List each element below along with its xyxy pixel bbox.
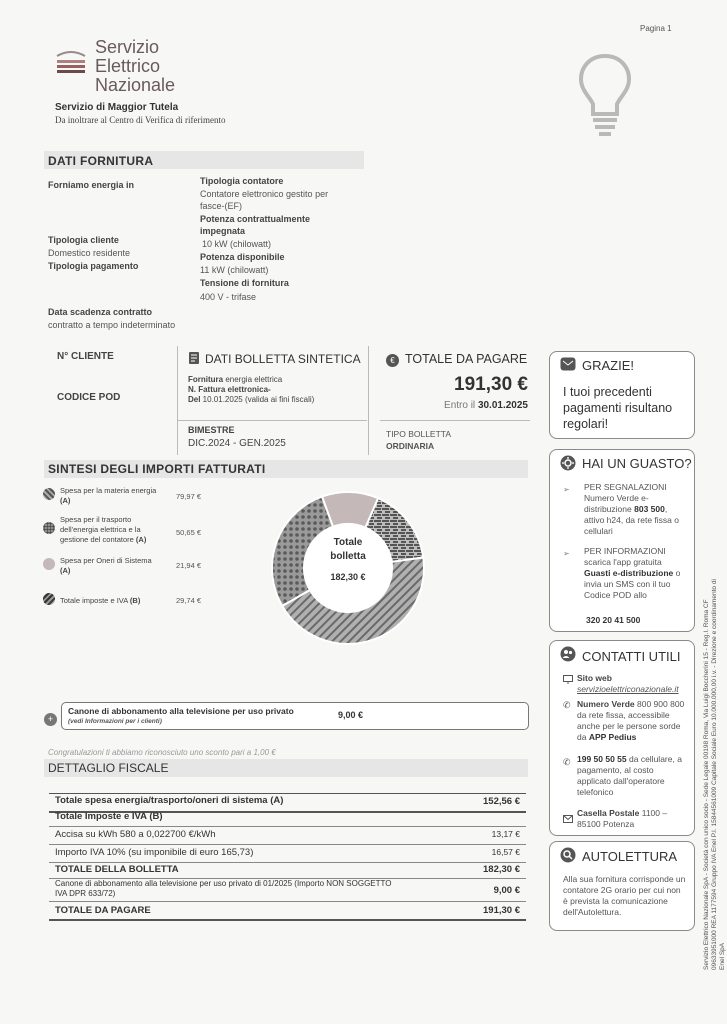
- bimestre-value: DIC.2024 - GEN.2025: [188, 438, 286, 449]
- potenza-imp-label: Potenza contrattualmente impegnata: [200, 214, 311, 236]
- euro-icon: €: [386, 352, 399, 370]
- contatti-casella: Casella Postale 1100 – 85100 Potenza: [577, 808, 668, 829]
- contatti-cell: 199 50 50 55 da cellulare, a pagamento, al costo applicato dall'operatore telefonico: [577, 754, 682, 797]
- fiscale-row: Totale Imposte e IVA (B): [49, 811, 526, 827]
- tipologia-cliente-value: Domestico residente: [48, 248, 131, 258]
- legend-label-trasporto: Spesa per il trasporto dell'energia elettrica e la gestione del contatore (A): [60, 515, 147, 544]
- guasto-segnalazioni: PER SEGNALAZIONI Numero Verde e-distribuzione 803 500, attivo h24, da rete fissa o cellulari: [584, 482, 679, 536]
- donut-label-2: bolletta: [330, 551, 366, 562]
- potenza-disp-label: Potenza disponibile: [200, 252, 285, 262]
- sintesi-title: SINTESI DEGLI IMPORTI FATTURATI: [48, 462, 266, 476]
- legend-swatch-trasporto: [43, 522, 55, 534]
- legend-swatch-imposte: [43, 593, 55, 605]
- sintetica-title: DATI BOLLETTA SINTETICA: [205, 352, 361, 366]
- web-link[interactable]: servizioelettriconazionale.it: [577, 684, 679, 694]
- guasto-informazioni: PER INFORMAZIONI scarica l'app gratuita Guasti e-distribuzione o invia un SMS con il tuo Codice POD allo: [584, 546, 681, 600]
- page-label: Pagina 1: [640, 24, 672, 33]
- donut-total: 182,30 €: [330, 572, 366, 582]
- envelope-icon: [563, 810, 573, 828]
- arrow-icon: ➢: [563, 549, 570, 558]
- legend-value-imposte: 29,74 €: [176, 596, 202, 605]
- autolettura-text: Alla sua fornitura corrisponde un contatore 2G orario per cui non è prevista la comunicazione dell'Autolettura.: [563, 874, 686, 917]
- legend-value-trasporto: 50,65 €: [176, 528, 202, 537]
- legend-value-oneri: 21,94 €: [176, 561, 202, 570]
- canone-sub: (vedi Informazioni per i clienti): [68, 718, 162, 725]
- header-subtitle: Servizio di Maggior Tutela: [55, 102, 179, 113]
- contatti-title: CONTATTI UTILI: [582, 649, 681, 664]
- energia-label: Forniamo energia in: [48, 180, 135, 190]
- bimestre-label: BIMESTRE: [188, 425, 235, 435]
- fiscale-row: Importo IVA 10% (su imponibile di euro 165,73) 16,57 €: [49, 847, 526, 863]
- fiscale-row: Totale spesa energia/trasporto/oneri di sistema (A) 152,56 €: [49, 793, 526, 813]
- tipo-bolletta-label: TIPO BOLLETTA: [386, 429, 452, 439]
- magnifier-icon: [560, 847, 576, 868]
- congrats-text: Congratulazioni ti abbiamo riconosciuto uno sconto pari a 1,00 €: [48, 748, 276, 757]
- side-legal-text: Servizio Elettrico Nazionale SpA - Società con unico socio - Sede Legale 00198 Roma, Via Luigi Boccherini 15 - Reg.I. Roma CF 09633951000 REA 1177594 Gruppo IVA Enel P.I. 15844561009 Capitale Sociale Euro 10.000.000,00 i.v. - Direzione e coordinamento di Enel SpA: [703, 579, 726, 970]
- donut-chart: [270, 490, 426, 646]
- legend-label-imposte: Totale imposte e IVA (B): [60, 596, 141, 605]
- autolettura-title: AUTOLETTURA: [582, 849, 678, 864]
- brand-name: Servizio Elettrico Nazionale: [95, 37, 176, 95]
- scadenza-label: Data scadenza contratto: [48, 307, 153, 317]
- fiscale-row: Canone di abbonamento alla televisione per uso privato di 01/2025 (Importo NON SOGGETTO IVA DPR 633/72) 9,00 €: [49, 879, 526, 902]
- guasto-box: [549, 449, 695, 632]
- phone-icon: ✆: [563, 757, 571, 767]
- mail-icon: [560, 357, 576, 376]
- tensione-value: 400 V - trifase: [200, 292, 257, 302]
- legend-value-energia: 79,97 €: [176, 492, 202, 501]
- scadenza-value: contratto a tempo indeterminato: [48, 320, 176, 330]
- guasto-title: HAI UN GUASTO?: [582, 456, 692, 471]
- sintetica-divider: [177, 420, 367, 421]
- monitor-icon: [563, 675, 573, 686]
- guasto-sms-number: 320 20 41 500: [586, 615, 641, 625]
- contatore-label: Tipologia contatore: [200, 176, 284, 186]
- invoice-icon: [188, 351, 200, 370]
- grazie-text: I tuoi precedenti pagamenti risultano regolari!: [563, 385, 673, 431]
- totale-divider: [380, 420, 530, 421]
- contatti-web: Sito web servizioelettriconazionale.it: [577, 673, 687, 695]
- legend-swatch-oneri: [43, 558, 55, 570]
- fornitura-tech-col: [200, 176, 350, 302]
- donut-label-1: Totale: [333, 537, 363, 548]
- lightbulb-icon: [575, 52, 635, 142]
- header-subtitle2: Da inoltrare al Centro di Verifica di riferimento: [55, 115, 226, 125]
- fornitura-title: DATI FORNITURA: [48, 154, 154, 168]
- legend-swatch-energia: [43, 488, 55, 500]
- tipologia-cliente-label: Tipologia cliente: [48, 235, 119, 245]
- brand-logo-icon: [55, 46, 87, 76]
- legend-label-oneri: Spesa per Oneri di Sistema (A): [60, 556, 152, 575]
- fiscale-row: Accisa su kWh 580 a 0,022700 €/kWh 13,17 €: [49, 829, 526, 845]
- gear-icon: [560, 455, 576, 476]
- sintetica-details: Fornitura energia elettrica N. Fattura elettronica- Del 10.01.2025 (valida ai fini fiscali): [188, 375, 315, 404]
- contatore-value: Contatore elettronico gestito per fasce-(EF): [200, 189, 329, 211]
- fiscale-row: TOTALE DA PAGARE 191,30 €: [49, 905, 526, 921]
- canone-value: 9,00 €: [338, 710, 364, 720]
- arrow-icon: ➢: [563, 485, 570, 494]
- tipo-bolletta-value: ORDINARIA: [386, 441, 435, 451]
- totale-title: TOTALE DA PAGARE: [405, 352, 528, 366]
- tipologia-pagamento-label: Tipologia pagamento: [48, 261, 139, 271]
- people-icon: [560, 646, 576, 667]
- codice-pod-label: CODICE POD: [57, 392, 121, 403]
- tensione-label: Tensione di fornitura: [200, 278, 289, 288]
- totale-amount: 191,30 €: [454, 374, 528, 395]
- grazie-title: GRAZIE!: [582, 358, 635, 373]
- side-legal-wrapper: [703, 570, 726, 970]
- fiscale-title: DETTAGLIO FISCALE: [48, 761, 169, 775]
- potenza-imp-value: 10 kW (chilowatt): [202, 239, 272, 249]
- potenza-disp-value: 11 kW (chilowatt): [200, 265, 269, 275]
- canone-title: Canone di abbonamento alla televisione per uso privato: [68, 706, 294, 716]
- contatti-nv: Numero Verde 800 900 800 da rete fissa, accessibile anche per le persone sorde da APP Pedius: [577, 699, 685, 742]
- totale-entro: Entro il 30.01.2025: [444, 400, 528, 411]
- phone-icon: ✆: [563, 700, 571, 710]
- legend-label-energia: Spesa per la materia energia (A): [60, 486, 157, 505]
- n-cliente-label: N° CLIENTE: [57, 351, 114, 362]
- plus-icon: +: [44, 711, 57, 729]
- fiscale-row: TOTALE DELLA BOLLETTA 182,30 €: [49, 864, 526, 879]
